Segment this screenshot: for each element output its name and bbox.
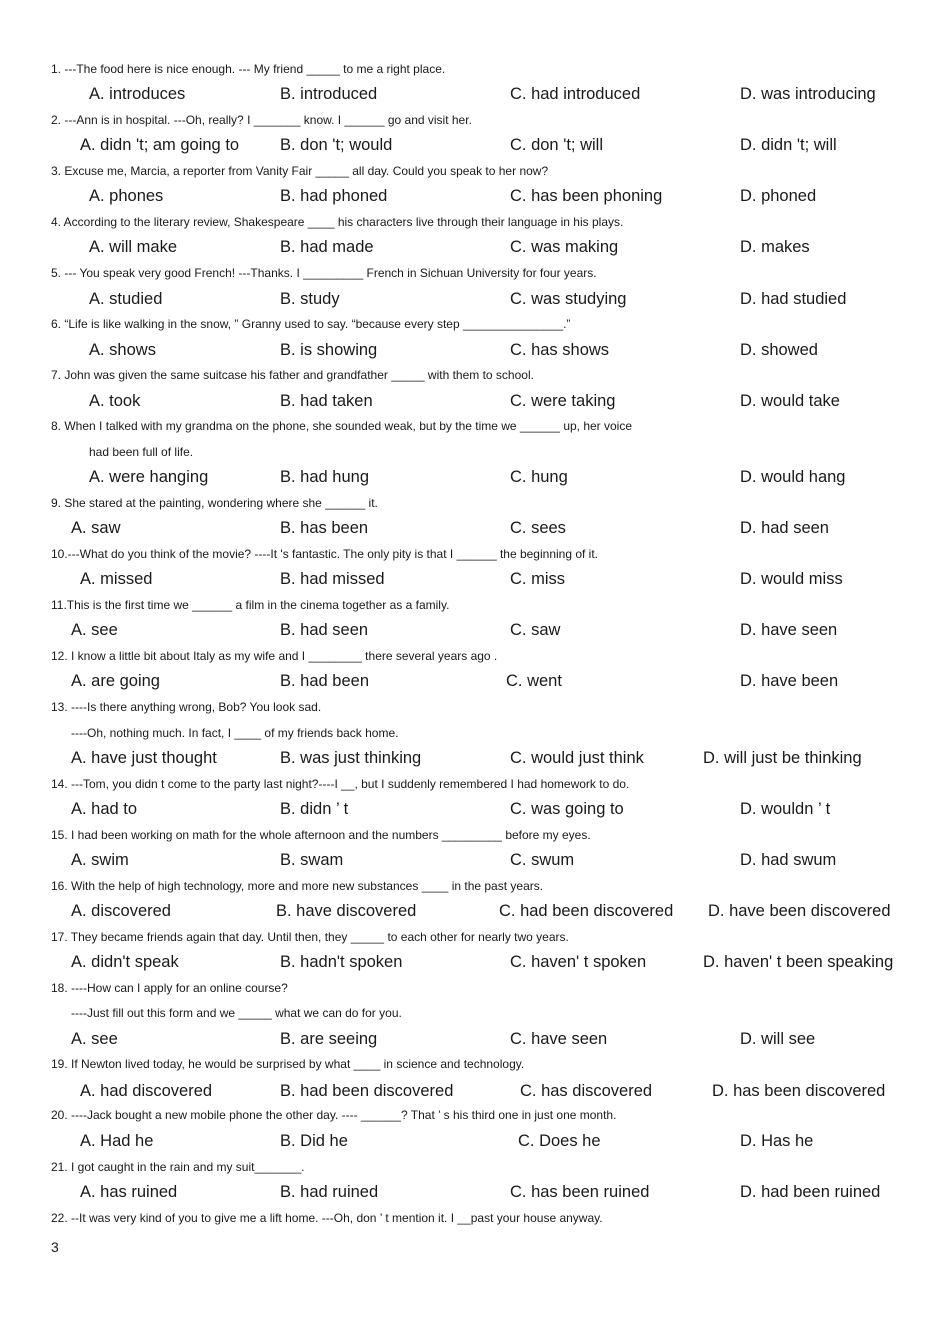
option-d: D. had swum <box>740 851 837 869</box>
option-b: B. has been <box>280 519 369 537</box>
option-c: C. was going to <box>510 800 624 818</box>
option-d: D. had studied <box>740 290 847 308</box>
question-18-reply: ----Just fill out this form and we _____ what we can do for you. <box>71 1006 402 1020</box>
question-19-stem: 19. If Newton lived today, he would be surprised by what ____ in science and technology. <box>51 1057 525 1071</box>
option-d: D. has been discovered <box>712 1082 886 1100</box>
option-a: A. were hanging <box>89 468 209 486</box>
option-c: C. went <box>506 672 562 690</box>
option-c: C. has discovered <box>520 1082 653 1100</box>
question-8-continuation: had been full of life. <box>89 445 194 459</box>
question-9-stem: 9. She stared at the painting, wondering where she ______ it. <box>51 496 378 510</box>
option-a: A. didn't speak <box>71 953 179 971</box>
option-c: C. had been discovered <box>499 902 674 920</box>
option-b: B. had taken <box>280 392 373 410</box>
question-15-stem: 15. I had been working on math for the whole afternoon and the numbers _________ before my eyes. <box>51 828 591 842</box>
option-d: D. Has he <box>740 1132 814 1150</box>
option-b: B. had missed <box>280 570 385 588</box>
question-16-stem: 16. With the help of high technology, more and more new substances ____ in the past years. <box>51 879 544 893</box>
question-3-stem: 3. Excuse me, Marcia, a reporter from Vanity Fair _____ all day. Could you speak to her now? <box>51 164 549 178</box>
option-b: B. had made <box>280 238 374 256</box>
option-c: C. have seen <box>510 1030 608 1048</box>
question-11-stem: 11.This is the first time we ______ a film in the cinema together as a family. <box>51 598 450 612</box>
option-c: C. Does he <box>518 1132 601 1150</box>
option-a: A. discovered <box>71 902 171 920</box>
option-d: D. would miss <box>740 570 843 588</box>
option-a: A. studied <box>89 290 163 308</box>
option-b: B. are seeing <box>280 1030 378 1048</box>
option-a: A. didn 't; am going to <box>80 136 240 154</box>
option-b: B. have discovered <box>276 902 417 920</box>
option-a: A. see <box>71 1030 118 1048</box>
option-c: C. don 't; will <box>510 136 604 154</box>
option-a: A. shows <box>89 341 156 359</box>
option-a: A. introduces <box>89 85 186 103</box>
option-c: C. was making <box>510 238 619 256</box>
question-8-stem: 8. When I talked with my grandma on the phone, she sounded weak, but by the time we ______ up, her voice <box>51 419 633 433</box>
option-a: A. will make <box>89 238 178 256</box>
question-22-stem: 22. --It was very kind of you to give me a lift home. ---Oh, don ’ t mention it. I __past your house anyway. <box>51 1211 603 1225</box>
option-c: C. were taking <box>510 392 616 410</box>
question-12-stem: 12. I know a little bit about Italy as my wife and I ________ there several years ago . <box>51 649 498 663</box>
option-a: A. swim <box>71 851 129 869</box>
option-b: B. had been <box>280 672 369 690</box>
question-5-stem: 5. --- You speak very good French! ---Thanks. I _________ French in Sichuan University for four years. <box>51 266 597 280</box>
option-c: C. miss <box>510 570 565 588</box>
option-d: D. phoned <box>740 187 817 205</box>
option-c: C. haven' t spoken <box>510 953 647 971</box>
option-b: B. introduced <box>280 85 378 103</box>
option-b: B. didn ’ t <box>280 800 349 818</box>
option-d: D. will just be thinking <box>703 749 862 767</box>
option-d: D. wouldn ’ t <box>740 800 831 818</box>
option-c: C. hung <box>510 468 568 486</box>
option-a: A. had discovered <box>80 1082 213 1100</box>
option-d: D. was introducing <box>740 85 876 103</box>
option-d: D. didn 't; will <box>740 136 837 154</box>
option-d: D. makes <box>740 238 810 256</box>
option-b: B. Did he <box>280 1132 348 1150</box>
page-number: 3 <box>51 1239 59 1255</box>
question-6-stem: 6. “Life is like walking in the snow, ” Granny used to say. “because every step _______________.” <box>51 317 571 331</box>
question-14-stem: 14. ---Tom, you didn t come to the party last night?----I __, but I suddenly remembered I had homework to do. <box>51 777 630 791</box>
option-b: B. is showing <box>280 341 378 359</box>
option-a: A. took <box>89 392 141 410</box>
option-a: A. missed <box>80 570 153 588</box>
option-d: D. showed <box>740 341 818 359</box>
option-c: C. had introduced <box>510 85 641 103</box>
option-d: D. would hang <box>740 468 846 486</box>
option-d: D. have been discovered <box>708 902 891 920</box>
option-b: B. had been discovered <box>280 1082 454 1100</box>
option-c: C. saw <box>510 621 561 639</box>
question-4-stem: 4. According to the literary review, Shakespeare ____ his characters live through their language in his plays. <box>51 215 624 229</box>
option-a: A. Had he <box>80 1132 154 1150</box>
option-d: D. have seen <box>740 621 838 639</box>
option-d: D. haven' t been speaking <box>703 953 894 971</box>
option-b: B. hadn't spoken <box>280 953 403 971</box>
option-a: A. has ruined <box>80 1183 178 1201</box>
option-c: C. has been phoning <box>510 187 663 205</box>
question-18-stem: 18. ----How can I apply for an online course? <box>51 981 288 995</box>
option-a: A. are going <box>71 672 160 690</box>
option-d: D. have been <box>740 672 839 690</box>
option-a: A. see <box>71 621 118 639</box>
question-20-stem: 20. ----Jack bought a new mobile phone the other day. ---- ______? That ’ s his third one in just one month. <box>51 1108 617 1122</box>
option-d: D. would take <box>740 392 840 410</box>
option-b: B. was just thinking <box>280 749 422 767</box>
option-d: D. will see <box>740 1030 816 1048</box>
option-c: C. was studying <box>510 290 627 308</box>
question-2-stem: 2. ---Ann is in hospital. ---Oh, really? I _______ know. I ______ go and visit her. <box>51 113 472 127</box>
option-c: C. swum <box>510 851 575 869</box>
question-13-stem: 13. ----Is there anything wrong, Bob? You look sad. <box>51 700 322 714</box>
option-c: C. sees <box>510 519 566 537</box>
option-b: B. swam <box>280 851 344 869</box>
option-b: B. don 't; would <box>280 136 393 154</box>
option-a: A. phones <box>89 187 164 205</box>
option-b: B. had seen <box>280 621 369 639</box>
question-13-reply: ----Oh, nothing much. In fact, I ____ of my friends back home. <box>71 726 399 740</box>
option-c: C. has been ruined <box>510 1183 650 1201</box>
option-b: B. study <box>280 290 340 308</box>
option-d: D. had been ruined <box>740 1183 881 1201</box>
option-b: B. had hung <box>280 468 369 486</box>
option-d: D. had seen <box>740 519 829 537</box>
question-7-stem: 7. John was given the same suitcase his father and grandfather _____ with them to school. <box>51 368 534 382</box>
question-1-stem: 1. ---The food here is nice enough. --- My friend _____ to me a right place. <box>51 62 446 76</box>
option-a: A. have just thought <box>71 749 217 767</box>
question-10-stem: 10.---What do you think of the movie? ----It 's fantastic. The only pity is that I ______ the beginning of it. <box>51 547 599 561</box>
question-21-stem: 21. I got caught in the rain and my suit_______. <box>51 1160 305 1174</box>
option-b: B. had phoned <box>280 187 388 205</box>
question-17-stem: 17. They became friends again that day. Until then, they _____ to each other for nearly two years. <box>51 930 569 944</box>
option-c: C. would just think <box>510 749 644 767</box>
option-a: A. saw <box>71 519 121 537</box>
option-b: B. had ruined <box>280 1183 379 1201</box>
option-a: A. had to <box>71 800 138 818</box>
option-c: C. has shows <box>510 341 610 359</box>
